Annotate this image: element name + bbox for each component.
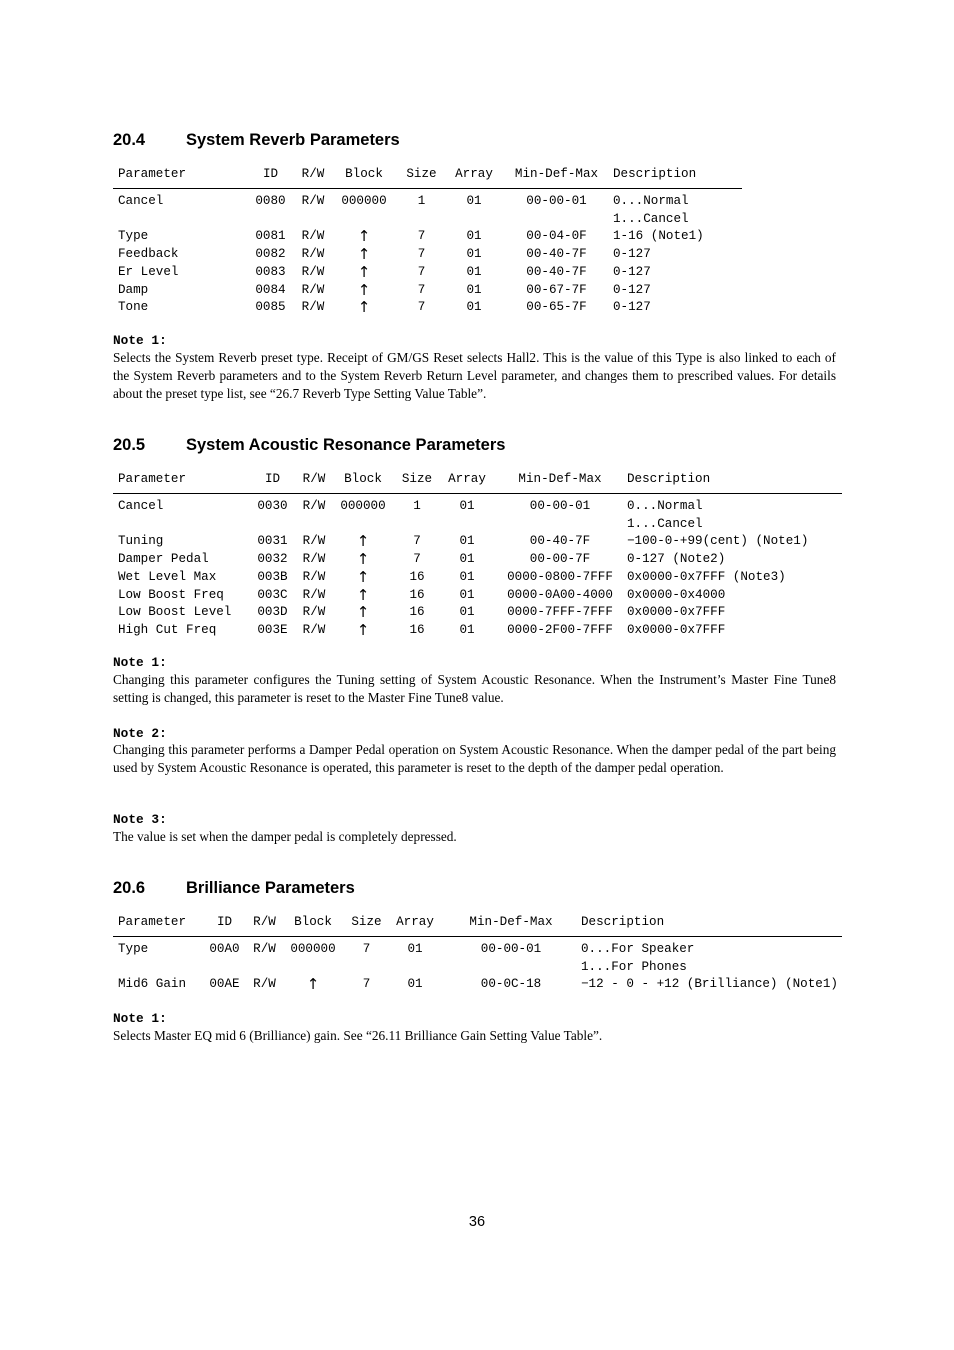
description-cell: 0-127 [613, 282, 651, 297]
table-row [113, 533, 842, 551]
size-cell: 16 [409, 569, 425, 584]
id-cell: 0081 [255, 229, 286, 244]
size-cell: 7 [417, 300, 426, 315]
parameter-cell: Tuning [118, 534, 164, 549]
min-def-max-cell: 0000-0A00-4000 [507, 587, 613, 602]
table-header-row [113, 470, 842, 494]
size-cell: 7 [417, 264, 426, 279]
min-def-max-cell: 00-67-7F [526, 282, 587, 297]
rw-cell: R/W [302, 534, 326, 549]
description-line: 0...For Speaker [581, 942, 695, 956]
table-row [113, 587, 842, 605]
section-number: 20.4 [113, 131, 146, 149]
description-cell [627, 494, 842, 534]
table-row [113, 189, 742, 229]
parameter-cell: Er Level [118, 264, 179, 279]
description-line: 1...Cancel [613, 211, 689, 226]
size-cell: 1 [413, 499, 421, 513]
table-row [113, 551, 842, 569]
id-cell: 0031 [257, 534, 288, 549]
table-row [113, 569, 842, 587]
section-heading: System Acoustic Resonance Parameters [186, 436, 506, 454]
block-cell: ↑ [356, 550, 370, 569]
parameter-cell: Damper Pedal [118, 552, 209, 567]
block-cell: ↑ [356, 585, 370, 604]
array-cell: 01 [459, 552, 475, 567]
column-header: Size [351, 915, 382, 929]
parameter-cell: Damp [118, 282, 149, 297]
size-cell: 16 [409, 587, 425, 602]
block-cell: ↑ [356, 603, 370, 622]
id-cell: 003C [257, 587, 288, 602]
column-header: Min-Def-Max [469, 915, 553, 929]
block-cell: 000000 [290, 942, 336, 956]
rw-cell: R/W [253, 977, 276, 992]
id-cell: 003D [257, 605, 288, 620]
table-row [113, 976, 842, 994]
column-header: Parameter [118, 472, 187, 486]
min-def-max-cell: 0000-0800-7FFF [507, 569, 613, 584]
id-cell: 0083 [255, 264, 286, 279]
array-cell: 01 [459, 569, 475, 584]
table-row [113, 264, 742, 282]
block-cell: ↑ [356, 567, 370, 586]
table-row [113, 604, 842, 622]
parameter-cell: Wet Level Max [118, 569, 217, 584]
block-cell: ↑ [357, 262, 371, 281]
note-text: Selects Master EQ mid 6 (Brilliance) gain. See “26.11 Brilliance Gain Setting Value Table”. [113, 1028, 603, 1043]
description-cell [581, 937, 842, 977]
description-line: 1...For Phones [581, 959, 687, 974]
id-cell: 00AE [209, 977, 240, 992]
min-def-max-cell: 00-00-01 [526, 194, 587, 208]
min-def-max-cell: 00-00-7F [529, 552, 591, 567]
size-cell: 1 [417, 194, 426, 208]
table-row [113, 246, 742, 264]
description-line: 1...Cancel [627, 516, 703, 531]
note-text: The value is set when the damper pedal is completely depressed. [113, 829, 457, 844]
array-cell: 01 [466, 247, 482, 262]
array-cell: 01 [466, 300, 482, 315]
array-cell: 01 [459, 499, 475, 513]
min-def-max-cell: 0000-2F00-7FFF [507, 622, 613, 637]
id-cell: 0084 [255, 282, 286, 297]
table-row [113, 228, 742, 246]
column-header: Parameter [118, 915, 187, 929]
description-line: 0...Normal [627, 499, 703, 513]
column-header: Array [396, 915, 434, 929]
column-header: Block [344, 472, 382, 486]
table-row [113, 494, 842, 534]
column-header: Description [627, 472, 711, 486]
section-number: 20.6 [113, 879, 146, 897]
id-cell: 0032 [257, 552, 288, 567]
id-cell: 0080 [255, 194, 286, 208]
rw-cell: R/W [302, 587, 326, 602]
min-def-max-cell: 00-00-01 [529, 499, 591, 513]
rw-cell: R/W [301, 194, 325, 208]
min-def-max-cell: 00-40-7F [526, 247, 587, 262]
rw-cell: R/W [302, 552, 326, 567]
page-number: 36 [468, 1214, 486, 1230]
parameter-cell: High Cut Freq [118, 622, 217, 637]
description-cell: 0-127 [613, 264, 651, 279]
size-cell: 7 [362, 942, 371, 956]
column-header: Size [401, 472, 433, 486]
description-cell: −12 - 0 - +12 (Brilliance) (Note1) [581, 977, 838, 992]
array-cell: 01 [466, 229, 482, 244]
description-cell: 0x0000-0x4000 [627, 587, 726, 602]
acoustic-resonance-table [113, 470, 842, 640]
column-header: Description [581, 915, 665, 929]
size-cell: 7 [362, 977, 371, 992]
block-cell: ↑ [357, 280, 371, 299]
parameter-cell: Cancel [118, 194, 164, 208]
rw-cell: R/W [302, 569, 326, 584]
size-cell: 16 [409, 622, 425, 637]
array-cell: 01 [466, 264, 482, 279]
rw-cell: R/W [253, 942, 276, 956]
description-cell: −100-0-+99(cent) (Note1) [627, 534, 809, 549]
id-cell: 0082 [255, 247, 286, 262]
description-cell: 0-127 [613, 247, 651, 262]
section-heading: Brilliance Parameters [186, 879, 355, 897]
column-header: Min-Def-Max [518, 472, 602, 486]
note-text: Selects the System Reverb preset type. Receipt of GM/GS Reset selects Hall2. This is the value of this Type is also linked to each of the System Reverb parameters and to the System Reverb Return Level parameter, and changes them to prescribed values. For details about the preset type list, see “26.7 Reverb Type Setting Value Table”. [113, 350, 836, 401]
id-cell: 003E [257, 622, 288, 637]
parameter-cell: Type [118, 942, 149, 956]
block-cell: ↑ [356, 532, 370, 551]
column-header: Parameter [118, 167, 187, 181]
note-label: Note 3: [113, 812, 167, 827]
description-cell: 0x0000-0x7FFF [627, 622, 726, 637]
description-line: 0...Normal [613, 194, 689, 208]
rw-cell: R/W [301, 300, 325, 315]
min-def-max-cell: 00-40-7F [526, 264, 587, 279]
description-cell: 1-16 (Note1) [613, 229, 704, 244]
rw-cell: R/W [302, 622, 326, 637]
size-cell: 7 [413, 552, 421, 567]
section-title-20-5 [113, 436, 505, 455]
table-row [113, 937, 842, 977]
array-cell: 01 [459, 622, 475, 637]
min-def-max-cell: 00-40-7F [529, 534, 591, 549]
column-header: Array [448, 472, 486, 486]
note-label: Note 2: [113, 726, 167, 741]
size-cell: 7 [417, 229, 426, 244]
rw-cell: R/W [302, 605, 326, 620]
min-def-max-cell: 00-0C-18 [480, 977, 542, 992]
id-cell: 00A0 [209, 942, 240, 956]
note-label: Note 1: [113, 1011, 167, 1026]
column-header: Min-Def-Max [514, 167, 599, 181]
rw-cell: R/W [301, 229, 325, 244]
array-cell: 01 [407, 977, 423, 992]
section-title-20-4 [113, 131, 400, 150]
rw-cell: R/W [301, 282, 325, 297]
column-header: Block [294, 915, 332, 929]
array-cell: 01 [466, 282, 482, 297]
block-cell: ↑ [356, 620, 370, 639]
parameter-cell: Type [118, 229, 149, 244]
description-cell: 0x0000-0x7FFF (Note3) [627, 569, 786, 584]
id-cell: 0030 [257, 499, 288, 513]
array-cell: 01 [459, 534, 475, 549]
rw-cell: R/W [302, 499, 326, 513]
section-number: 20.5 [113, 436, 146, 454]
table-row [113, 299, 742, 317]
min-def-max-cell: 0000-7FFF-7FFF [507, 605, 613, 620]
column-header: ID [264, 472, 281, 486]
parameter-cell: Feedback [118, 247, 179, 262]
array-cell: 01 [407, 942, 423, 956]
array-cell: 01 [466, 194, 482, 208]
description-cell: 0-127 [613, 300, 651, 315]
system-reverb-table [113, 165, 742, 317]
id-cell: 003B [257, 569, 288, 584]
block-cell: 000000 [340, 499, 386, 513]
block-cell: 000000 [341, 194, 387, 208]
id-cell: 0085 [255, 300, 286, 315]
description-cell [613, 189, 742, 229]
block-cell: ↑ [357, 227, 371, 246]
column-header: R/W [253, 915, 276, 929]
parameter-cell: Cancel [118, 499, 164, 513]
table-row [113, 622, 842, 640]
size-cell: 7 [417, 282, 426, 297]
column-header: ID [262, 167, 279, 181]
description-cell: 0x0000-0x7FFF [627, 605, 726, 620]
parameter-cell: Low Boost Freq [118, 587, 224, 602]
min-def-max-cell: 00-04-0F [526, 229, 587, 244]
parameter-cell: Mid6 Gain [118, 977, 187, 992]
note-label: Note 1: [113, 333, 167, 348]
array-cell: 01 [459, 587, 475, 602]
column-header: Size [406, 167, 437, 181]
column-header: Block [345, 167, 383, 181]
column-header: R/W [301, 167, 325, 181]
note-text: Changing this parameter configures the Tuning setting of System Acoustic Resonance. When the Instrument’s Master Fine Tune8 setting is changed, this parameter is reset to the Master Fine Tune8 value. [113, 672, 836, 705]
column-header: R/W [302, 472, 326, 486]
section-heading: System Reverb Parameters [186, 131, 400, 149]
table-header-row [113, 165, 742, 189]
block-cell: ↑ [306, 975, 320, 994]
note-text: Changing this parameter performs a Damper Pedal operation on System Acoustic Resonance. When the damper pedal of the part being used by System Acoustic Resonance is operated, this parameter is reset to the depth of the damper pedal operation. [113, 742, 836, 775]
size-cell: 7 [417, 247, 426, 262]
parameter-cell: Tone [118, 300, 149, 315]
min-def-max-cell: 00-00-01 [480, 942, 542, 956]
brilliance-table [113, 913, 842, 994]
parameter-cell: Low Boost Level [118, 605, 232, 620]
size-cell: 16 [409, 605, 425, 620]
description-cell: 0-127 (Note2) [627, 552, 726, 567]
section-title-20-6 [113, 879, 355, 898]
table-header-row [113, 913, 842, 937]
block-cell: ↑ [357, 298, 371, 317]
column-header: ID [216, 915, 233, 929]
rw-cell: R/W [301, 264, 325, 279]
column-header: Description [613, 167, 697, 181]
min-def-max-cell: 00-65-7F [526, 300, 587, 315]
table-row [113, 282, 742, 300]
rw-cell: R/W [301, 247, 325, 262]
array-cell: 01 [459, 605, 475, 620]
note-label: Note 1: [113, 655, 167, 670]
size-cell: 7 [413, 534, 421, 549]
column-header: Array [455, 167, 493, 181]
block-cell: ↑ [357, 245, 371, 264]
